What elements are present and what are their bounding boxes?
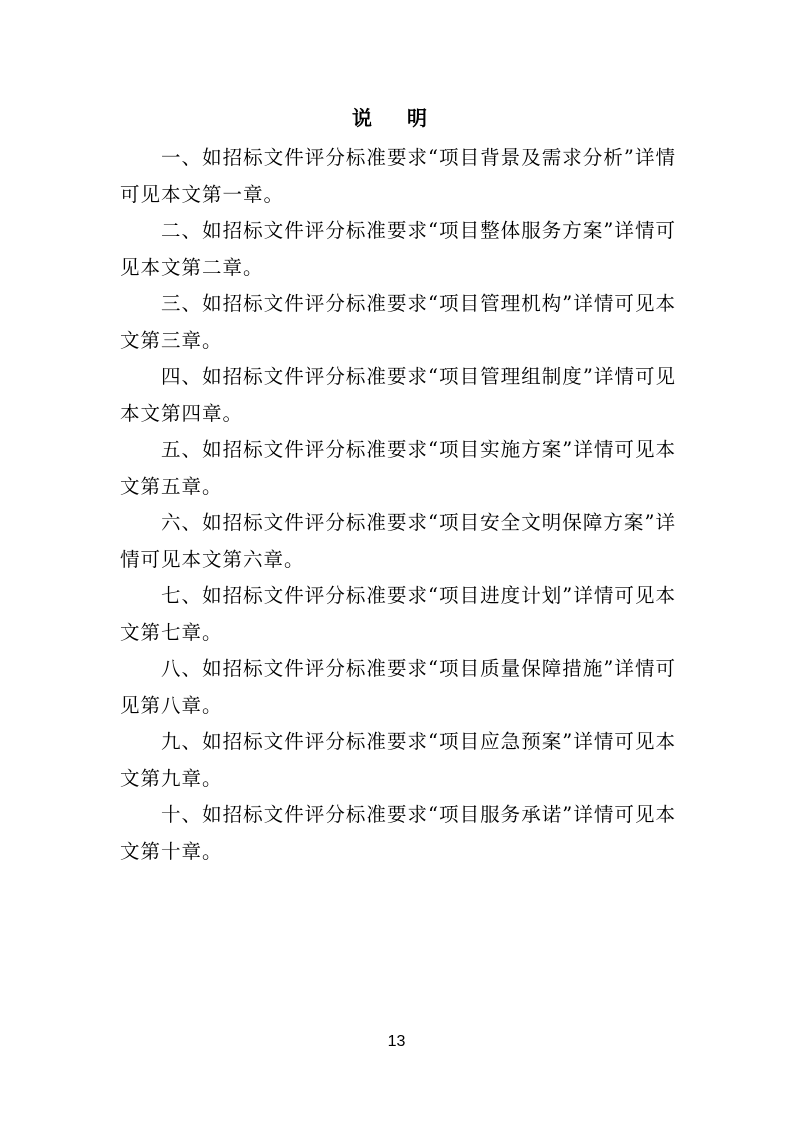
paragraph-6: 六、如招标文件评分标准要求“项目安全文明保障方案”详情可见本文第六章。 (120, 511, 676, 571)
paragraph-9: 九、如招标文件评分标准要求“项目应急预案”详情可见本文第九章。 (120, 730, 676, 790)
page-title: 说 明 (352, 106, 441, 130)
page-number: 13 (387, 1033, 406, 1050)
paragraph-5: 五、如招标文件评分标准要求“项目实施方案”详情可见本文第五章。 (120, 438, 676, 498)
paragraph-3: 三、如招标文件评分标准要求“项目管理机构”详情可见本文第三章。 (120, 292, 676, 352)
paragraph-2: 二、如招标文件评分标准要求“项目整体服务方案”详情可见本文第二章。 (120, 219, 676, 279)
document-body (120, 140, 676, 870)
paragraph-8: 八、如招标文件评分标准要求“项目质量保障措施”详情可见第八章。 (120, 657, 676, 717)
paragraph-7: 七、如招标文件评分标准要求“项目进度计划”详情可见本文第七章。 (120, 584, 676, 644)
paragraph-4: 四、如招标文件评分标准要求“项目管理组制度”详情可见本文第四章。 (120, 365, 676, 425)
paragraph-1: 一、如招标文件评分标准要求“项目背景及需求分析”详情可见本文第一章。 (120, 146, 676, 206)
paragraph-10: 十、如招标文件评分标准要求“项目服务承诺”详情可见本文第十章。 (120, 803, 676, 863)
